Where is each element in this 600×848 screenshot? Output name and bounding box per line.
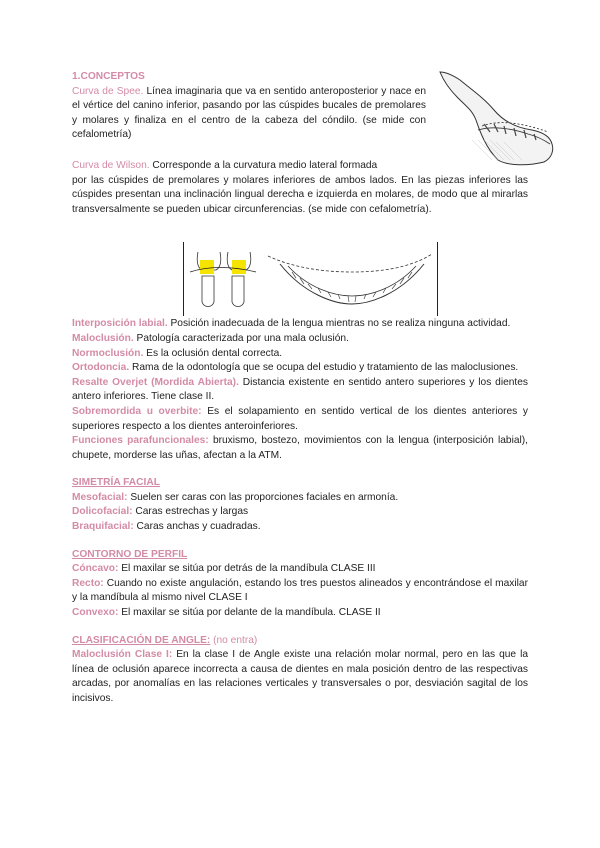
simetria-text: Caras anchas y cuadradas. bbox=[133, 521, 261, 533]
section-heading-conceptos: 1.CONCEPTOS bbox=[72, 71, 145, 82]
concept-text: Distancia existente en sentido antero superiores y los dientes antero inferiores. Tiene clase II. bbox=[72, 376, 529, 403]
simetria-item bbox=[72, 491, 528, 506]
concept-term: Resalte Overjet (Mordida Abierta). bbox=[72, 376, 239, 388]
paragraph-curva-wilson bbox=[72, 159, 528, 217]
concept-text: Es la oclusión dental correcta. bbox=[143, 347, 283, 359]
concept-text: Patología caracterizada por una mala oclusión. bbox=[133, 332, 349, 344]
contorno-item bbox=[72, 562, 528, 577]
contorno-item bbox=[72, 577, 528, 606]
paragraph-curva-spee bbox=[72, 85, 426, 143]
concept-item bbox=[72, 332, 528, 347]
concept-term: Maloclusión. bbox=[72, 332, 134, 344]
document-page bbox=[72, 70, 528, 707]
concept-item bbox=[72, 405, 528, 434]
contorno-term: Recto: bbox=[72, 577, 104, 589]
concept-term: Sobremordida u overbite: bbox=[72, 405, 202, 417]
section-heading-simetria: SIMETRÍA FACIAL bbox=[72, 477, 160, 489]
text-curva-wilson-2: por las cúspides de premolares y molares inferiores de ambos lados. En las piezas inferiores las cúspides presentan una inclinación lingual derecha e izquierda en molares, de modo que al mirarlas transversalmente se pueden ubicar circunferencias. (se mide con cefalometría). bbox=[72, 174, 528, 215]
term-curva-wilson: Curva de Wilson. bbox=[72, 159, 150, 171]
angle-item bbox=[72, 648, 528, 706]
simetria-term: Dolicofacial: bbox=[72, 506, 133, 518]
angle-term: Maloclusión Clase I: bbox=[72, 649, 173, 661]
text-curva-wilson-1: Corresponde a la curvatura medio lateral formada bbox=[149, 159, 378, 171]
contorno-text: El maxilar se sitúa por detrás de la mandíbula CLASE III bbox=[118, 563, 376, 575]
angle-note: (no entra) bbox=[210, 634, 258, 646]
simetria-text: Caras estrechas y largas bbox=[132, 506, 249, 518]
concept-item bbox=[72, 376, 528, 405]
section-heading-angle: CLASIFICACIÓN DE ANGLE: bbox=[72, 634, 211, 646]
contorno-term: Cóncavo: bbox=[72, 563, 119, 575]
simetria-item bbox=[72, 505, 528, 520]
concept-item bbox=[72, 347, 528, 362]
concept-text: Posición inadecuada de la lengua mientras no se realiza ninguna actividad. bbox=[167, 318, 511, 330]
simetria-text: Suelen ser caras con las proporciones faciales en armonía. bbox=[127, 491, 399, 503]
simetria-item bbox=[72, 520, 528, 535]
concept-item bbox=[72, 317, 528, 332]
contorno-text: El maxilar se sitúa por delante de la mandíbula. CLASE II bbox=[118, 607, 381, 619]
simetria-term: Mesofacial: bbox=[72, 491, 128, 503]
angle-heading-line bbox=[72, 634, 528, 649]
concept-text: Es el solapamiento en sentido vertical de los dientes anteriores y superiores respecto a los dientes anteroinferiores. bbox=[72, 405, 528, 432]
concept-term: Normoclusión. bbox=[72, 347, 144, 359]
concept-term: Interposición labial. bbox=[72, 318, 168, 330]
text-curva-spee: Línea imaginaria que va en sentido anteroposterior y nace en el vértice del canino inferior, pasando por las cúspides bucales de premolares y molares y finaliza en el centro de la cabeza del cóndilo. (se mide con cefalometría) bbox=[72, 85, 426, 141]
concept-term: Funciones parafuncionales: bbox=[72, 435, 209, 447]
angle-text: En la clase I de Angle existe una relación molar normal, pero en las que la línea de oclusión aparece incorrecta a causa de dientes en mala posición dentro de las respectivas arcadas, por anomalías en las relaciones verticales y transversales o por, desviación sagital de los incisivos. bbox=[72, 649, 528, 704]
section-heading-contorno: CONTORNO DE PERFIL bbox=[72, 548, 188, 560]
contorno-item bbox=[72, 606, 528, 621]
concept-text: Rama de la odontología que se ocupa del estudio y tratamiento de las maloclusiones. bbox=[129, 362, 519, 374]
concept-item bbox=[72, 434, 528, 463]
concept-term: Ortodoncia. bbox=[72, 362, 130, 374]
contorno-term: Convexo: bbox=[72, 607, 119, 619]
concept-item bbox=[72, 361, 528, 376]
term-curva-spee: Curva de Spee. bbox=[72, 85, 144, 97]
contorno-text: Cuando no existe angulación, estando los tres puestos alineados y encontrándose el maxilar y la mandíbula al mismo nivel CLASE I bbox=[72, 577, 528, 604]
simetria-term: Braquifacial: bbox=[72, 521, 134, 533]
concept-text: bruxismo, bostezo, movimientos con la lengua (interposición labial), chupete, morderse las uñas, afectan a la ATM. bbox=[72, 435, 528, 461]
